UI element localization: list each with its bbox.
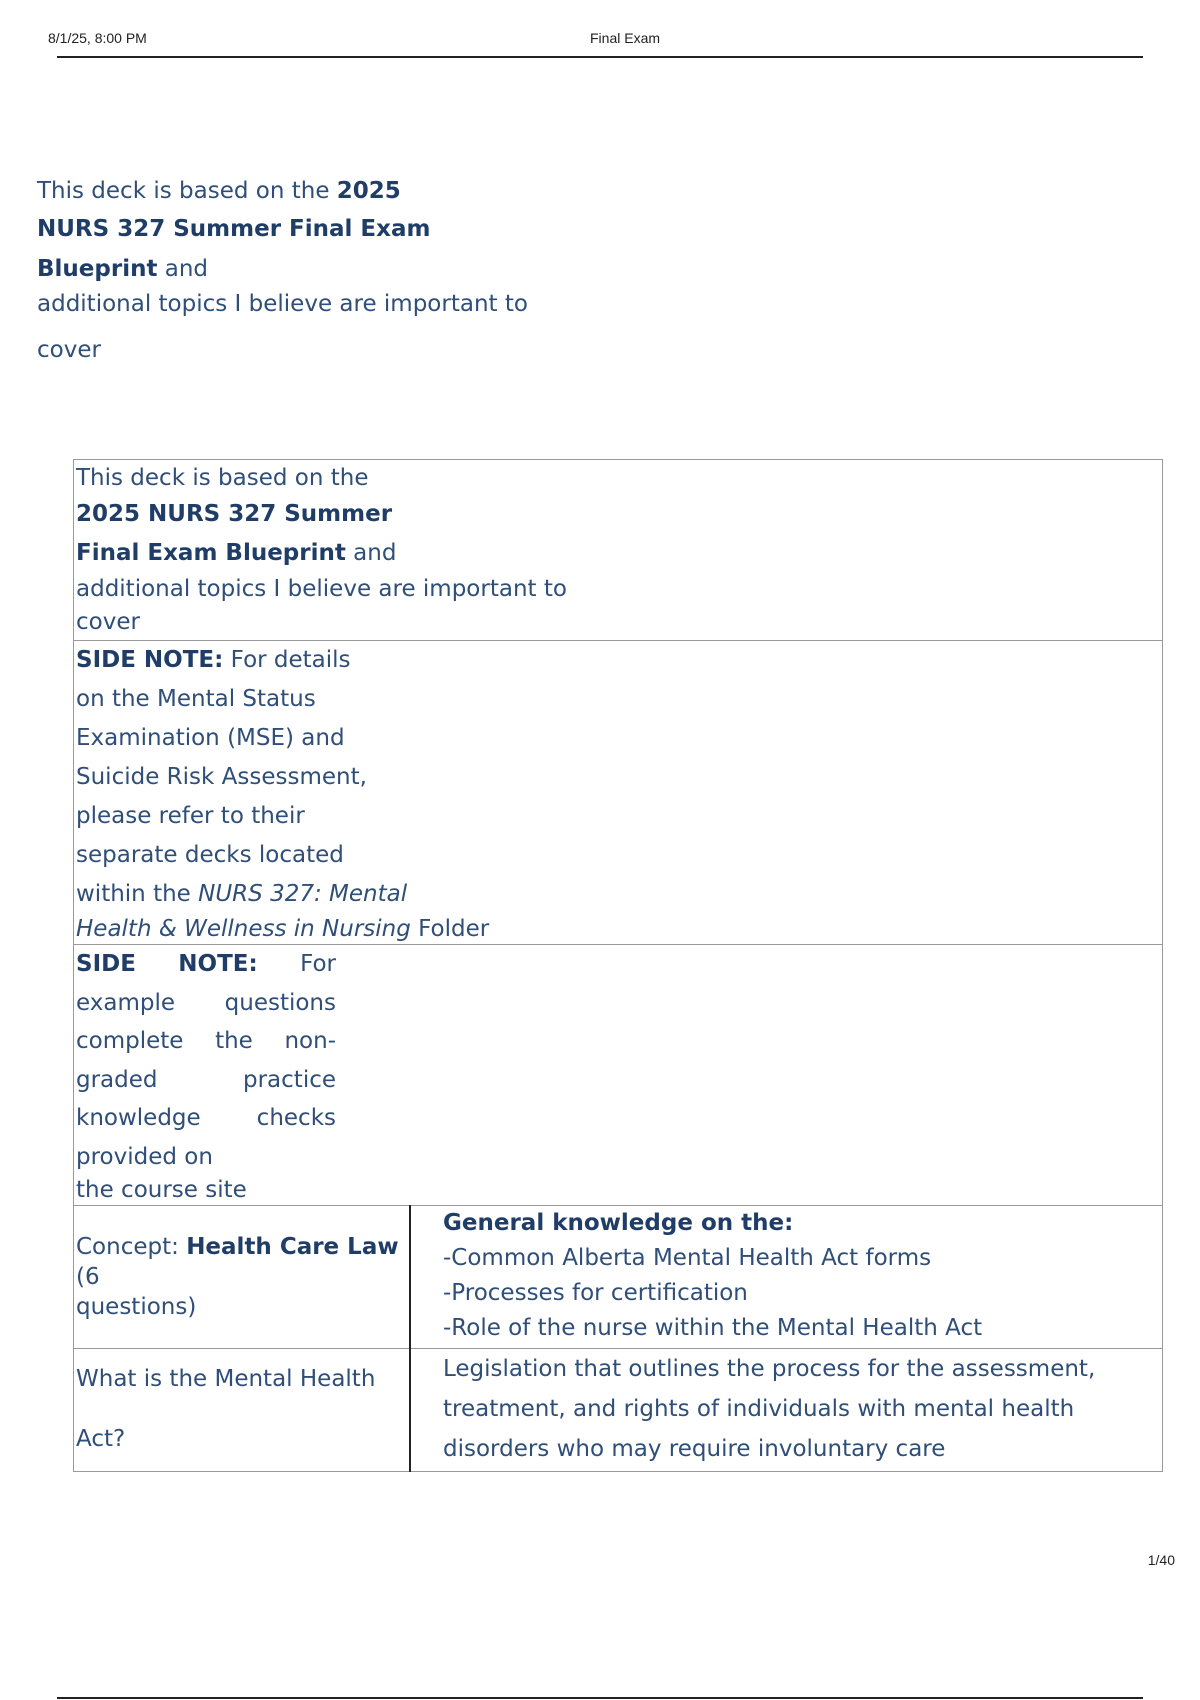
- cell-text: Folder: [410, 916, 490, 942]
- intro-text: additional topics I believe are important to: [37, 291, 528, 317]
- topic-item: -Role of the nurse within the Mental Health Act: [443, 1315, 983, 1341]
- cell-text: checks: [256, 1105, 336, 1131]
- table-row: [74, 460, 1163, 641]
- cell-text: on the Mental Status: [76, 686, 316, 712]
- folder-name: Health & Wellness in Nursing: [76, 916, 411, 942]
- side-note-label: NOTE:: [178, 951, 258, 977]
- table-cell: [74, 460, 1163, 641]
- concept-name: Health Care Law: [186, 1234, 399, 1260]
- table-row: [74, 1349, 1163, 1472]
- cell-text: For details: [223, 647, 351, 673]
- topics-cell: [410, 1206, 1163, 1349]
- cell-bold: Final Exam Blueprint: [76, 540, 346, 566]
- topics-heading: General knowledge on the:: [443, 1210, 794, 1236]
- cell-text: graded: [76, 1066, 158, 1093]
- print-datetime: 8/1/25, 8:00 PM: [48, 30, 147, 46]
- cell-text: non-: [284, 1028, 336, 1054]
- question-text: What is the Mental Health Act?: [76, 1366, 376, 1452]
- cell-text: within the: [76, 881, 199, 907]
- answer-text: treatment, and rights of individuals with mental health: [443, 1396, 1075, 1422]
- footer-rule: [57, 1697, 1143, 1699]
- cell-text: the: [215, 1028, 253, 1054]
- cell-text: Concept:: [76, 1234, 187, 1260]
- cell-text: complete: [76, 1028, 184, 1054]
- table-row: [74, 641, 1163, 945]
- cell-bold: 2025 NURS 327 Summer: [76, 501, 393, 527]
- topic-item: -Common Alberta Mental Health Act forms: [443, 1245, 932, 1271]
- table-cell: [74, 945, 1163, 1206]
- cell-text: separate decks located: [76, 842, 344, 868]
- answer-text: Legislation that outlines the process for the assessment,: [443, 1356, 1096, 1382]
- folder-name: NURS 327: Mental: [198, 881, 408, 907]
- answer-text: disorders who may require involuntary care: [443, 1436, 946, 1462]
- cell-text: provided on: [76, 1143, 213, 1170]
- cell-text: (6: [76, 1264, 100, 1290]
- cell-text: and: [345, 540, 397, 566]
- question-cell: [74, 1349, 411, 1472]
- intro-bold: Blueprint: [37, 256, 158, 282]
- concept-cell: [74, 1206, 411, 1349]
- intro-bold: NURS 327 Summer Final Exam: [37, 216, 431, 242]
- cell-text: This deck is based on the: [76, 465, 369, 491]
- table-row: [74, 1206, 1163, 1349]
- side-note-label: SIDE: [76, 951, 136, 977]
- cell-text: questions): [76, 1294, 197, 1320]
- page-number: 1/40: [1147, 1552, 1175, 1568]
- table-cell: [74, 641, 1163, 945]
- cell-text: additional topics I believe are important to: [76, 576, 567, 602]
- cell-text: example: [76, 989, 175, 1016]
- header-rule: [57, 56, 1143, 58]
- cell-text: practice: [243, 1066, 336, 1093]
- flashcard-table: [73, 459, 1163, 1472]
- intro-block: [37, 172, 557, 382]
- cell-text: please refer to their: [76, 803, 305, 829]
- intro-bold: 2025: [336, 178, 401, 204]
- print-title: Final Exam: [590, 30, 661, 46]
- cell-text: knowledge: [76, 1105, 201, 1131]
- side-note-label: SIDE NOTE:: [76, 647, 224, 673]
- intro-text: cover: [37, 337, 101, 363]
- answer-cell: [410, 1349, 1163, 1472]
- topic-item: -Processes for certification: [443, 1280, 748, 1306]
- intro-text: and: [157, 256, 209, 282]
- cell-text: For: [300, 951, 336, 977]
- cell-text: cover: [76, 609, 140, 635]
- cell-text: Examination (MSE) and: [76, 725, 345, 751]
- table-row: [74, 945, 1163, 1206]
- cell-text: questions: [224, 989, 336, 1016]
- cell-text: Suicide Risk Assessment,: [76, 764, 367, 790]
- intro-text: This deck is based on the: [37, 178, 337, 204]
- cell-text: the course site: [76, 1177, 247, 1203]
